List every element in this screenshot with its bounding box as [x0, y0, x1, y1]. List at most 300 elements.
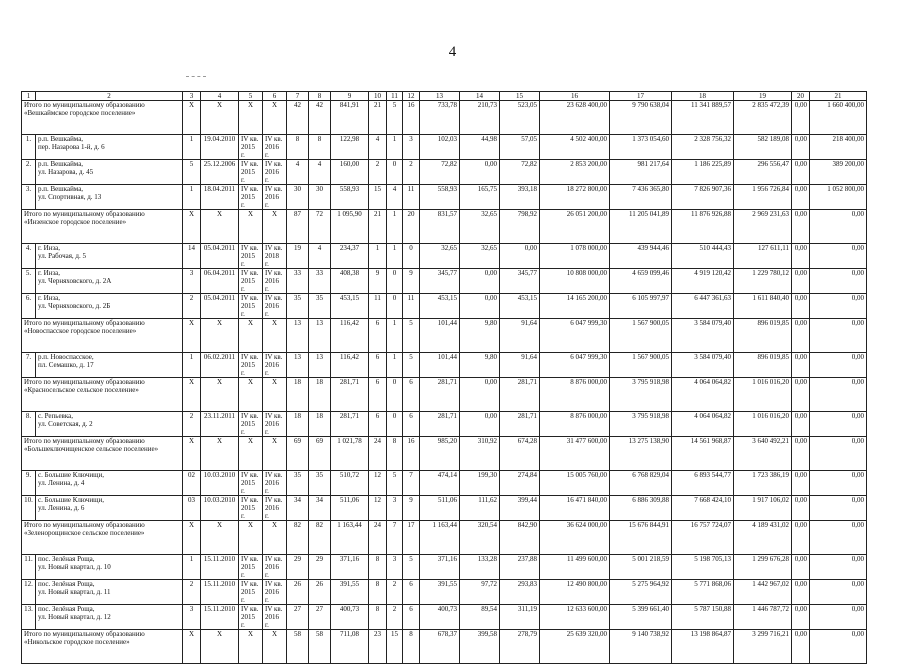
- table-cell: X: [183, 101, 201, 135]
- table-cell: 3: [403, 135, 420, 160]
- table-cell: 0,00: [810, 210, 867, 244]
- address-line: пл. Семашко, д. 17: [38, 361, 94, 369]
- table-cell: 2: [183, 412, 201, 437]
- address-cell: [36, 135, 183, 160]
- subtotal-name: Итого по муниципальному образованию «Никольское городское поселение»: [22, 630, 183, 664]
- header-cell: 5: [239, 92, 263, 101]
- quarter-line: IV кв.: [241, 496, 259, 504]
- table-cell: 8 876 000,00: [540, 412, 610, 437]
- table-row: [22, 412, 867, 437]
- table-cell: 05.04.2011: [201, 244, 239, 269]
- table-cell: 0,00: [792, 630, 810, 664]
- address-line: р.п. Вешкайма,: [38, 135, 84, 143]
- header-cell: 20: [792, 92, 810, 101]
- table-cell: 21: [369, 101, 387, 135]
- table-cell: 32,65: [460, 210, 500, 244]
- table-cell: 11 499 600,00: [540, 555, 610, 580]
- table-row: [22, 160, 867, 185]
- table-cell: 8: [369, 580, 387, 605]
- header-cell: 12: [403, 92, 420, 101]
- address-line: ул. Ленина, д. 6: [38, 504, 85, 512]
- quarter-cell: [239, 555, 263, 580]
- table-cell: 0: [403, 244, 420, 269]
- table-cell: 14 165 200,00: [540, 294, 610, 319]
- quarter-line: IV кв.: [241, 605, 259, 613]
- table-cell: 5 787 150,88: [672, 605, 734, 630]
- quarter-line: 2016 г.: [265, 168, 279, 184]
- table-row: [22, 496, 867, 521]
- header-cell: 16: [540, 92, 610, 101]
- table-cell: 0,00: [792, 471, 810, 496]
- table-cell: 0,00: [792, 605, 810, 630]
- table-row: [22, 471, 867, 496]
- table-cell: 0,00: [810, 353, 867, 378]
- table-cell: 16 471 840,00: [540, 496, 610, 521]
- table-cell: 0,00: [460, 378, 500, 412]
- table-cell: X: [239, 521, 263, 555]
- table-cell: 234,37: [331, 244, 369, 269]
- table-row: [22, 605, 867, 630]
- address-line: с. Репьевка,: [38, 412, 74, 420]
- quarter-line: 2015 г.: [241, 193, 255, 209]
- table-cell: 97,72: [460, 580, 500, 605]
- table-cell: 558,93: [331, 185, 369, 210]
- table-cell: 4: [387, 185, 403, 210]
- table-cell: 89,54: [460, 605, 500, 630]
- table-cell: 4: [369, 135, 387, 160]
- table-cell: 5: [403, 353, 420, 378]
- table-cell: 127 611,11: [734, 244, 792, 269]
- table-cell: 393,18: [500, 185, 540, 210]
- table-cell: 896 019,85: [734, 319, 792, 353]
- table-cell: 1 442 967,02: [734, 580, 792, 605]
- row-number: 11.: [22, 555, 36, 580]
- table-cell: 0,00: [460, 294, 500, 319]
- table-cell: X: [263, 437, 287, 471]
- table-cell: 9,80: [460, 319, 500, 353]
- table-cell: 34: [287, 496, 309, 521]
- quarter-cell: [263, 580, 287, 605]
- quarter-line: 2015 г.: [241, 168, 255, 184]
- table-cell: 0: [387, 378, 403, 412]
- table-cell: 7 668 424,10: [672, 496, 734, 521]
- table-cell: 281,71: [500, 378, 540, 412]
- table-cell: 0,00: [792, 294, 810, 319]
- subtotal-name: Итого по муниципальному образованию «Новоспасское городское поселение»: [22, 319, 183, 353]
- table-cell: 16: [403, 437, 420, 471]
- table-row: [22, 185, 867, 210]
- table-cell: 0,00: [810, 580, 867, 605]
- subtotal-row: [22, 210, 867, 244]
- table-cell: 399,44: [500, 496, 540, 521]
- table-cell: 3: [387, 496, 403, 521]
- table-cell: 3 795 918,98: [610, 378, 672, 412]
- quarter-line: IV кв.: [241, 185, 259, 193]
- table-cell: 13: [287, 319, 309, 353]
- table-cell: 165,75: [460, 185, 500, 210]
- table-cell: 511,06: [420, 496, 460, 521]
- table-cell: X: [239, 378, 263, 412]
- subtotal-name: Итого по муниципальному образованию «Большеключищенское сельское поселение»: [22, 437, 183, 471]
- quarter-cell: [263, 412, 287, 437]
- quarter-line: IV кв.: [265, 496, 283, 504]
- table-cell: 7: [403, 471, 420, 496]
- table-cell: 122,98: [331, 135, 369, 160]
- table-cell: 69: [287, 437, 309, 471]
- table-cell: 101,44: [420, 353, 460, 378]
- table-cell: 3 299 716,21: [734, 630, 792, 664]
- header-cell: 10: [369, 92, 387, 101]
- table-cell: 33: [309, 269, 331, 294]
- table-cell: 29: [309, 555, 331, 580]
- quarter-cell: [263, 269, 287, 294]
- table-cell: 18: [309, 378, 331, 412]
- address-cell: [36, 471, 183, 496]
- address-cell: [36, 160, 183, 185]
- address-line: с. Большие Ключищи,: [38, 496, 104, 504]
- table-cell: 6: [369, 412, 387, 437]
- table-cell: 6: [369, 378, 387, 412]
- table-cell: 06.02.2011: [201, 353, 239, 378]
- address-line: ул. Советская, д. 2: [38, 420, 93, 428]
- table-cell: 27: [309, 605, 331, 630]
- quarter-cell: [263, 605, 287, 630]
- table-cell: X: [263, 210, 287, 244]
- table-cell: X: [239, 630, 263, 664]
- table-cell: 310,92: [460, 437, 500, 471]
- table-cell: 1: [387, 244, 403, 269]
- table-cell: 101,44: [420, 319, 460, 353]
- quarter-line: IV кв.: [241, 244, 259, 252]
- table-cell: 0: [387, 294, 403, 319]
- table-cell: 35: [309, 471, 331, 496]
- table-cell: 11 205 041,89: [610, 210, 672, 244]
- table-cell: 6 047 999,30: [540, 353, 610, 378]
- table-cell: 0,00: [810, 244, 867, 269]
- table-cell: 6: [403, 580, 420, 605]
- quarter-line: 2015 г.: [241, 588, 255, 604]
- table-cell: 82: [309, 521, 331, 555]
- table-cell: 0,00: [810, 378, 867, 412]
- table-cell: 0,00: [792, 496, 810, 521]
- quarter-line: 2015 г.: [241, 302, 255, 318]
- table-cell: 2: [403, 160, 420, 185]
- table-cell: 523,05: [500, 101, 540, 135]
- table-cell: 4 064 064,82: [672, 378, 734, 412]
- table-cell: 9: [403, 496, 420, 521]
- table-cell: 453,15: [420, 294, 460, 319]
- quarter-line: IV кв.: [241, 412, 259, 420]
- table-cell: 510 444,43: [672, 244, 734, 269]
- table-header-row: [22, 92, 867, 101]
- table-row: [22, 353, 867, 378]
- quarter-cell: [239, 580, 263, 605]
- table-cell: 0,00: [810, 605, 867, 630]
- table-cell: 0,00: [810, 412, 867, 437]
- table-cell: 2: [369, 160, 387, 185]
- table-cell: 42: [287, 101, 309, 135]
- header-cell: 2: [36, 92, 183, 101]
- quarter-line: IV кв.: [265, 185, 283, 193]
- table-cell: 0,00: [792, 244, 810, 269]
- table-cell: 345,77: [500, 269, 540, 294]
- table-cell: 1 229 780,12: [734, 269, 792, 294]
- header-cell: 9: [331, 92, 369, 101]
- table-cell: 6: [403, 412, 420, 437]
- table-cell: 116,42: [331, 319, 369, 353]
- quarter-cell: [239, 605, 263, 630]
- table-cell: 23 628 400,00: [540, 101, 610, 135]
- table-cell: 15: [387, 630, 403, 664]
- table-cell: 3: [183, 605, 201, 630]
- header-cell: 1: [22, 92, 36, 101]
- header-cell: 3: [183, 92, 201, 101]
- table-cell: 281,71: [331, 412, 369, 437]
- table-cell: 44,98: [460, 135, 500, 160]
- table-cell: 13: [309, 319, 331, 353]
- table-cell: 3: [183, 269, 201, 294]
- quarter-line: 2015 г.: [241, 420, 255, 436]
- table-cell: X: [183, 521, 201, 555]
- table-cell: 13 198 864,87: [672, 630, 734, 664]
- quarter-line: IV кв.: [241, 580, 259, 588]
- table-cell: 18: [287, 378, 309, 412]
- quarter-cell: [263, 471, 287, 496]
- table-cell: 6 047 999,30: [540, 319, 610, 353]
- table-cell: 400,73: [331, 605, 369, 630]
- address-line: пос. Зелёная Роща,: [38, 605, 95, 613]
- address-line: пос. Зелёная Роща,: [38, 580, 95, 588]
- table-cell: 2: [387, 580, 403, 605]
- address-line: г. Инза,: [38, 294, 61, 302]
- table-cell: 0,00: [810, 630, 867, 664]
- table-cell: 281,71: [331, 378, 369, 412]
- table-cell: 18: [309, 412, 331, 437]
- table-cell: 91,64: [500, 319, 540, 353]
- table-row: [22, 244, 867, 269]
- table-cell: 399,58: [460, 630, 500, 664]
- quarter-line: 2016 г.: [265, 563, 279, 579]
- table-cell: 5 198 705,13: [672, 555, 734, 580]
- row-number: 9.: [22, 471, 36, 496]
- table-cell: X: [201, 101, 239, 135]
- table-cell: 1 956 726,84: [734, 185, 792, 210]
- table-cell: 2: [183, 294, 201, 319]
- table-cell: 210,73: [460, 101, 500, 135]
- address-line: р.п. Вешкайма,: [38, 160, 84, 168]
- quarter-cell: [263, 496, 287, 521]
- table-cell: 32,65: [460, 244, 500, 269]
- table-cell: 0,00: [792, 555, 810, 580]
- quarter-line: 2016 г.: [265, 143, 279, 159]
- quarter-line: IV кв.: [265, 269, 283, 277]
- quarter-cell: [239, 353, 263, 378]
- table-cell: 7: [387, 521, 403, 555]
- subtotal-name: Итого по муниципальному образованию «Зеленорощинское сельское поселение»: [22, 521, 183, 555]
- table-cell: 25.12.2006: [201, 160, 239, 185]
- address-line: ул. Черняховского, д. 2А: [38, 277, 112, 285]
- quarter-line: IV кв.: [241, 135, 259, 143]
- quarter-line: IV кв.: [265, 555, 283, 563]
- table-cell: 9 790 638,04: [610, 101, 672, 135]
- address-cell: [36, 269, 183, 294]
- quarter-line: IV кв.: [241, 353, 259, 361]
- table-cell: 17: [403, 521, 420, 555]
- table-cell: X: [183, 319, 201, 353]
- table-cell: 116,42: [331, 353, 369, 378]
- table-cell: 311,19: [500, 605, 540, 630]
- quarter-cell: [239, 412, 263, 437]
- table-cell: 6: [369, 319, 387, 353]
- table-cell: 16: [403, 101, 420, 135]
- table-cell: 296 556,47: [734, 160, 792, 185]
- address-line: пер. Назарова 1-й, д. 6: [38, 143, 105, 151]
- table-cell: 1: [387, 135, 403, 160]
- table-cell: 111,62: [460, 496, 500, 521]
- table-cell: 12: [369, 496, 387, 521]
- table-cell: 0,00: [792, 437, 810, 471]
- table-cell: 26: [287, 580, 309, 605]
- table-cell: 0,00: [810, 294, 867, 319]
- table-cell: X: [263, 630, 287, 664]
- table-cell: 1 723 386,19: [734, 471, 792, 496]
- table-cell: 23.11.2011: [201, 412, 239, 437]
- table-cell: 678,37: [420, 630, 460, 664]
- table-cell: X: [201, 210, 239, 244]
- table-cell: 0,00: [792, 353, 810, 378]
- header-cell: 4: [201, 92, 239, 101]
- address-line: ул. Назарова, д. 45: [38, 168, 94, 176]
- table-cell: 23: [369, 630, 387, 664]
- table-cell: 281,71: [420, 378, 460, 412]
- subtotal-name: Итого по муниципальному образованию «Инзенское городское поселение»: [22, 210, 183, 244]
- table-cell: 30: [309, 185, 331, 210]
- table-cell: 35: [309, 294, 331, 319]
- table-cell: 8: [387, 437, 403, 471]
- subtotal-row: [22, 378, 867, 412]
- table-cell: 0,00: [792, 580, 810, 605]
- quarter-line: 2015 г.: [241, 277, 255, 293]
- table-cell: 0,00: [792, 319, 810, 353]
- table-cell: X: [201, 521, 239, 555]
- table-cell: 02: [183, 471, 201, 496]
- quarter-line: IV кв.: [265, 244, 283, 252]
- row-number: 13.: [22, 605, 36, 630]
- subtotal-row: [22, 319, 867, 353]
- table-cell: X: [239, 437, 263, 471]
- table-cell: 582 189,08: [734, 135, 792, 160]
- table-cell: 10.03.2010: [201, 471, 239, 496]
- table-cell: 12 490 800,00: [540, 580, 610, 605]
- table-cell: 5 275 964,92: [610, 580, 672, 605]
- table-cell: 3 584 079,40: [672, 353, 734, 378]
- quarter-line: IV кв.: [241, 294, 259, 302]
- table-cell: 5 001 218,59: [610, 555, 672, 580]
- quarter-line: 2016 г.: [265, 277, 279, 293]
- table-cell: 6: [369, 353, 387, 378]
- table-cell: X: [263, 378, 287, 412]
- header-cell: 19: [734, 92, 792, 101]
- address-line: ул. Новый квартал, д. 11: [38, 588, 111, 596]
- address-line: пос. Зелёная Роща,: [38, 555, 95, 563]
- table-cell: 13: [309, 353, 331, 378]
- table-cell: 1: [183, 135, 201, 160]
- table-cell: 1 016 016,20: [734, 412, 792, 437]
- table-cell: X: [201, 319, 239, 353]
- table-cell: 1: [183, 353, 201, 378]
- table-cell: 2: [183, 580, 201, 605]
- table-cell: 274,84: [500, 471, 540, 496]
- quarter-cell: [239, 160, 263, 185]
- table-cell: 24: [369, 521, 387, 555]
- table-cell: 371,16: [420, 555, 460, 580]
- table-cell: 05.04.2011: [201, 294, 239, 319]
- table-cell: 5: [183, 160, 201, 185]
- table-cell: 981 217,64: [610, 160, 672, 185]
- table-cell: 4: [309, 244, 331, 269]
- table-cell: 2 969 231,63: [734, 210, 792, 244]
- table-cell: 8: [403, 630, 420, 664]
- table-cell: 31 477 600,00: [540, 437, 610, 471]
- quarter-line: IV кв.: [241, 555, 259, 563]
- quarter-line: IV кв.: [265, 605, 283, 613]
- table-cell: 13: [287, 353, 309, 378]
- table-cell: 6: [403, 605, 420, 630]
- table-cell: 11: [369, 294, 387, 319]
- table-cell: 4 659 099,46: [610, 269, 672, 294]
- table-cell: 453,15: [500, 294, 540, 319]
- address-cell: [36, 244, 183, 269]
- table-cell: 1 078 000,00: [540, 244, 610, 269]
- header-cell: 15: [500, 92, 540, 101]
- quarter-line: IV кв.: [265, 471, 283, 479]
- table-cell: 0: [387, 160, 403, 185]
- header-cell: 13: [420, 92, 460, 101]
- header-cell: 7: [287, 92, 309, 101]
- table-cell: 674,28: [500, 437, 540, 471]
- table-cell: 30: [287, 185, 309, 210]
- quarter-line: 2016 г.: [265, 302, 279, 318]
- table-cell: 1 299 676,28: [734, 555, 792, 580]
- table-cell: 133,28: [460, 555, 500, 580]
- table-cell: 69: [309, 437, 331, 471]
- table-cell: 3 640 492,21: [734, 437, 792, 471]
- table-cell: 1: [387, 319, 403, 353]
- table-cell: 345,77: [420, 269, 460, 294]
- table-cell: 0,00: [792, 412, 810, 437]
- table-cell: 1: [387, 210, 403, 244]
- table-cell: 558,93: [420, 185, 460, 210]
- table-cell: 1: [387, 353, 403, 378]
- table-cell: 0,00: [460, 269, 500, 294]
- quarter-cell: [263, 353, 287, 378]
- address-cell: [36, 496, 183, 521]
- table-cell: 91,64: [500, 353, 540, 378]
- table-cell: 842,90: [500, 521, 540, 555]
- table-cell: 4: [287, 160, 309, 185]
- table-cell: 293,83: [500, 580, 540, 605]
- table-cell: 1: [369, 244, 387, 269]
- table-cell: 320,54: [460, 521, 500, 555]
- header-cell: 17: [610, 92, 672, 101]
- table-cell: 18 272 800,00: [540, 185, 610, 210]
- table-cell: 0,00: [792, 101, 810, 135]
- header-cell: 14: [460, 92, 500, 101]
- subtotal-row: [22, 630, 867, 664]
- table-cell: 4 064 064,82: [672, 412, 734, 437]
- page-number: 4: [448, 44, 457, 60]
- quarter-cell: [263, 135, 287, 160]
